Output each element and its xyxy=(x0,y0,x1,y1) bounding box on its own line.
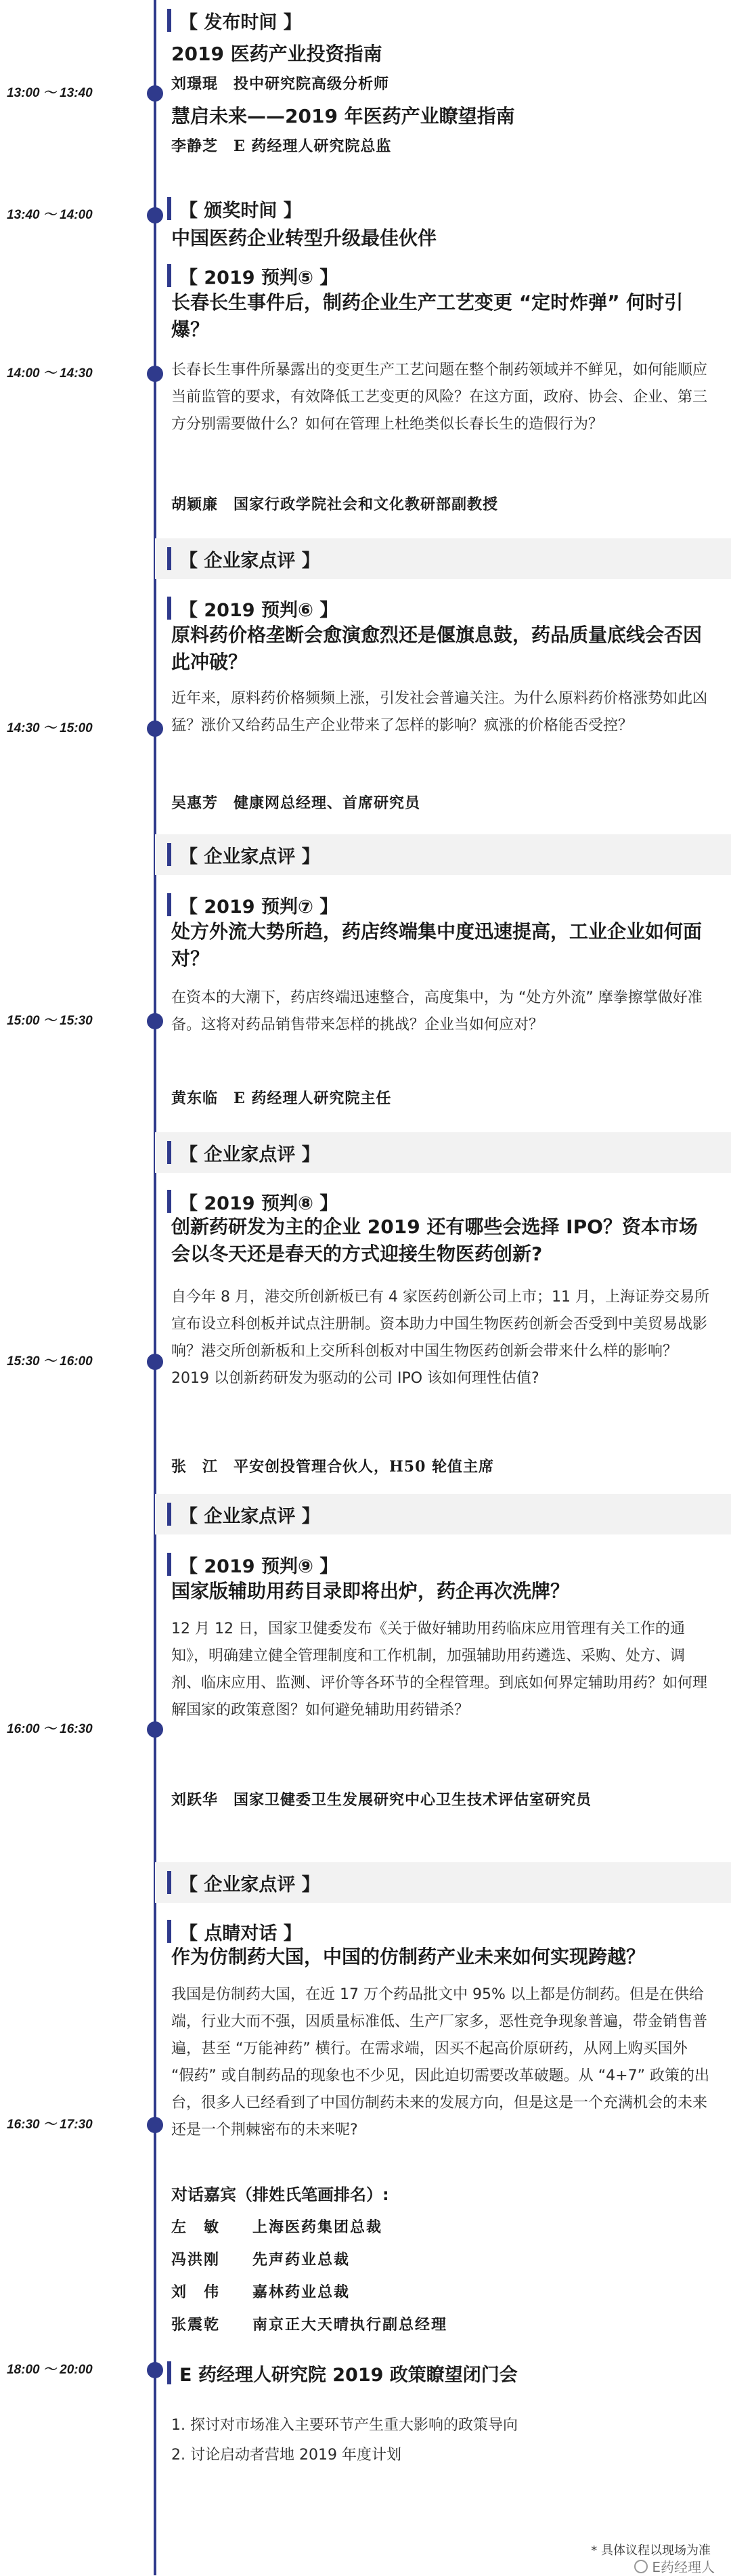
tag-bar xyxy=(167,1503,171,1526)
entrepreneur-review xyxy=(155,1494,731,1534)
tag-bar xyxy=(167,197,171,220)
tag-label: 【 2019 预判⑦ 】 xyxy=(179,896,338,918)
tag-label: 【 企业家点评 】 xyxy=(179,846,320,867)
agenda-item: 2. 讨论启动者营地 2019 年度计划 xyxy=(171,2447,401,2464)
tag-label: 【 发布时间 】 xyxy=(179,12,302,33)
tag-bar xyxy=(167,893,171,916)
session-prediction-8 xyxy=(155,1182,731,1501)
session-tag xyxy=(167,891,338,918)
speaker: 黄东临 E 药经理人研究院主任 xyxy=(171,1090,392,1107)
session-title: 处方外流大势所趋，药店终端集中度迅速提高，工业企业如何面对？ xyxy=(171,920,703,970)
session-tag xyxy=(167,1139,320,1166)
tag-label: 【 颁奖时间 】 xyxy=(179,200,302,221)
tag-label: 【 企业家点评 】 xyxy=(179,550,320,572)
guest-title: 上海医药集团总裁 xyxy=(252,2218,383,2236)
speaker: 李静芝 E 药经理人研究院总监 xyxy=(171,137,392,155)
session-title: 长春长生事件后，制药企业生产工艺变更 “定时炸弹” 何时引爆？ xyxy=(171,291,684,341)
tag-label: 【 2019 预判⑥ 】 xyxy=(179,599,338,621)
tag-bar xyxy=(167,264,171,287)
speaker: 胡颖廉 国家行政学院社会和文化教研部副教授 xyxy=(171,496,499,513)
session-tag xyxy=(167,262,338,289)
footnote: * 具体议程以现场为准 xyxy=(591,2543,711,2558)
session-tag xyxy=(167,1869,320,1896)
session-prediction-5 xyxy=(155,254,731,538)
tag-label: E 药经理人研究院 2019 政策瞭望闭门会 xyxy=(179,2364,518,2386)
session-title: 原料药价格垄断会愈演愈烈还是偃旗息鼓，药品质量底线会否因此冲破？ xyxy=(171,624,703,673)
tag-bar xyxy=(167,1553,171,1576)
time-label: 14:30 ～ 15:00 xyxy=(7,721,93,735)
tag-bar xyxy=(167,1920,171,1943)
session-tag xyxy=(167,841,320,868)
guest-title: 嘉林药业总裁 xyxy=(252,2283,351,2301)
session-body: 近年来，原料药价格频频上涨，引发社会普遍关注。为什么原料药价格涨势如此凶猛？涨价又给药品生产企业带来了怎样的影响？疯涨的价格能否受控？ xyxy=(171,690,708,734)
session-body: 在资本的大潮下，药店终端迅速整合，高度集中，为 “处方外流” 摩拳擦掌做好准备。这将对药品销售带来怎样的挑战？企业当如何应对？ xyxy=(171,989,703,1033)
session-title: 创新药研发为主的企业 2019 还有哪些会选择 IPO？资本市场会以冬天还是春天的方式迎接生物医药创新? xyxy=(171,1216,698,1265)
tag-bar xyxy=(167,1141,171,1164)
session-dialogue xyxy=(155,1914,731,2340)
time-label: 13:00 ～ 13:40 xyxy=(7,86,93,100)
entrepreneur-review xyxy=(155,1132,731,1173)
time-label: 14:00 ～ 14:30 xyxy=(7,366,93,381)
watermark-text: E药经理人 xyxy=(652,2559,715,2575)
session-prediction-9 xyxy=(155,1545,731,1869)
session-body: 长春长生事件所暴露出的变更生产工艺问题在整个制药领域并不鲜见，如何能顺应当前监管的要求，有效降低工艺变更的风险？在这方面，政府、协会、企业、第三方分别需要做什么？如何在管理上杜绝类似长春长生的造假行为？ xyxy=(171,362,708,433)
watermark xyxy=(634,2556,715,2576)
guest-row xyxy=(171,2248,350,2269)
tag-label: 【 企业家点评 】 xyxy=(179,1505,320,1527)
session-tag xyxy=(167,7,302,34)
session-tag xyxy=(167,195,302,222)
tag-label: 【 点睛对话 】 xyxy=(179,1923,302,1944)
guest-name: 刘 伟 xyxy=(171,2283,221,2301)
entrepreneur-review xyxy=(155,834,731,875)
tag-label: 【 企业家点评 】 xyxy=(179,1874,320,1895)
session-title: 作为仿制药大国，中国的仿制药产业未来如何实现跨越？ xyxy=(171,1946,646,1968)
time-label: 16:00 ～ 16:30 xyxy=(7,1722,93,1736)
session-title: 国家版辅助用药目录即将出炉，药企再次洗牌？ xyxy=(171,1580,570,1602)
session-tag xyxy=(167,2359,518,2386)
time-label: 13:40 ～ 14:00 xyxy=(7,208,93,222)
session-tag xyxy=(167,1188,338,1215)
tag-bar xyxy=(167,2361,171,2384)
tag-label: 【 企业家点评 】 xyxy=(179,1144,320,1165)
speaker: 刘跃华 国家卫健委卫生发展研究中心卫生技术评估室研究员 xyxy=(171,1791,592,1809)
tag-label: 【 2019 预判⑤ 】 xyxy=(179,267,338,288)
session-tag xyxy=(167,595,338,622)
guest-name: 左 敏 xyxy=(171,2218,221,2236)
session-award xyxy=(155,191,731,256)
tag-bar xyxy=(167,1190,171,1213)
guests-heading: 对话嘉宾（排姓氏笔画排名）: xyxy=(171,2185,389,2204)
session-tag xyxy=(167,1918,302,1945)
guest-title: 南京正大天晴执行副总经理 xyxy=(252,2316,448,2334)
speaker: 张 江 平安创投管理合伙人，H50 轮值主席 xyxy=(171,1458,495,1476)
session-prediction-6 xyxy=(155,589,731,848)
guest-row xyxy=(171,2313,447,2334)
tag-bar xyxy=(167,547,171,570)
time-label: 15:30 ～ 16:00 xyxy=(7,1354,93,1369)
guest-name: 冯洪刚 xyxy=(171,2251,221,2269)
tag-bar xyxy=(167,843,171,866)
session-body: 自今年 8 月，港交所创新板已有 4 家医药创新公司上市；11 月，上海证券交易所宣布设立科创板并试点注册制。资本助力中国生物医药创新会否受到中美贸易战影响？港交所创新板和上交所科创板对中国生物医药创新会带来什么样的影响？ 2019 以创新药研发为驱动的公司 IPO 该如何理性估值? xyxy=(171,1289,709,1387)
agenda-item: 1. 探讨对市场准入主要环节产生重大影响的政策导向 xyxy=(171,2417,518,2434)
session-title: 中国医药企业转型升级最佳伙伴 xyxy=(171,227,437,249)
talk-title: 慧启未来——2019 年医药产业瞭望指南 xyxy=(171,105,515,127)
speaker: 吴惠芳 健康网总经理、首席研究员 xyxy=(171,794,421,812)
tag-label: 【 2019 预判⑧ 】 xyxy=(179,1193,338,1214)
entrepreneur-review xyxy=(155,1862,731,1903)
session-tag xyxy=(167,1501,320,1528)
tag-bar xyxy=(167,1871,171,1894)
session-body: 我国是仿制药大国，在近 17 万个药品批文中 95% 以上都是仿制药。但是在供给端，行业大而不强，因质量标准低、生产厂家多，恶性竞争现象普遍，带金销售普遍，甚至 “万能神药” 横行。在需求端，因买不起高价原研药，从网上购买国外 “假药” 或自制药品的现象也不少见，因此迫切需要改革破题。从 “4+7” 政策的出台，很多人已经看到了中国仿制药未来的发展方向，但是这是一个充满机会的未来还是一个荆棘密布的未来呢? xyxy=(171,1986,709,2139)
time-label: 15:00 ～ 15:30 xyxy=(7,1014,93,1028)
time-label: 16:30 ～ 17:30 xyxy=(7,2118,93,2132)
entrepreneur-review xyxy=(155,538,731,579)
session-tag xyxy=(167,1551,338,1578)
session-prediction-7 xyxy=(155,886,731,1130)
guest-title: 先声药业总裁 xyxy=(252,2251,351,2269)
guest-row xyxy=(171,2281,350,2302)
guest-name: 张震乾 xyxy=(171,2316,221,2334)
speaker: 刘璟琨 投中研究院高级分析师 xyxy=(171,75,390,93)
session-closed-meeting xyxy=(155,2354,731,2516)
time-label: 18:00 ～ 20:00 xyxy=(7,2363,93,2377)
session-tag xyxy=(167,545,320,572)
session-publish xyxy=(155,0,731,164)
tag-label: 【 2019 预判⑨ 】 xyxy=(179,1555,338,1577)
tag-bar xyxy=(167,597,171,620)
tag-bar xyxy=(167,9,171,32)
talk-title: 2019 医药产业投资指南 xyxy=(171,43,382,65)
watermark-icon xyxy=(634,2560,648,2573)
guest-row xyxy=(171,2216,382,2237)
session-body: 12 月 12 日，国家卫健委发布《关于做好辅助用药临床应用管理有关工作的通知》，明确建立健全管理制度和工作机制，加强辅助用药遴选、采购、处方、调剂、临床应用、监测、评价等各环节的全程管理。到底如何界定辅助用药？如何理解国家的政策意图？如何避免辅助用药错杀？ xyxy=(171,1620,708,1719)
